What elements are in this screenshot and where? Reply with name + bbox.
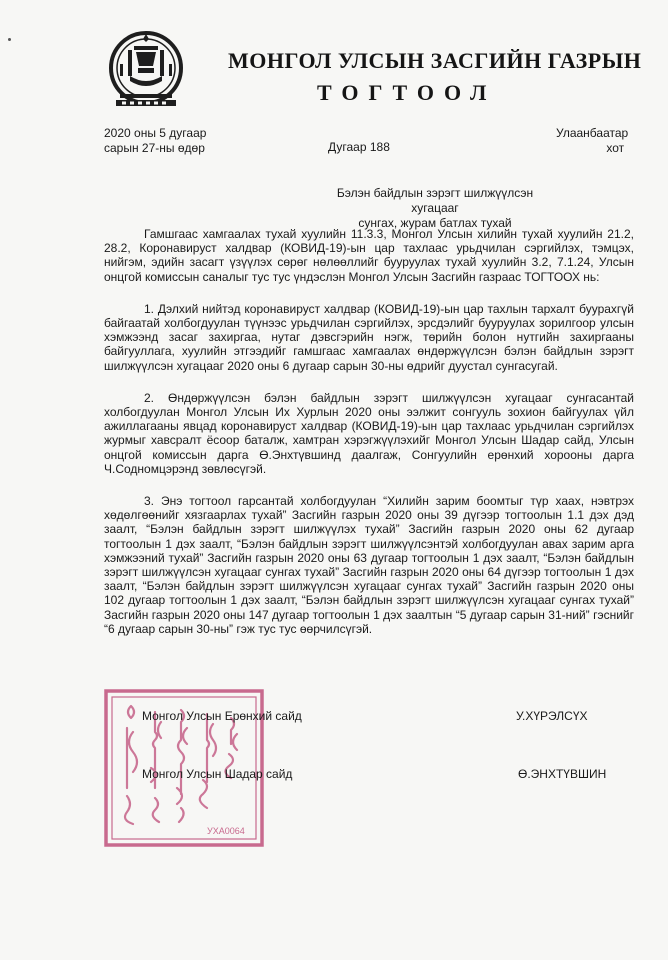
deputy-prime-minister-name: Ө.ЭНХТҮВШИН bbox=[518, 767, 607, 781]
scan-speck bbox=[8, 38, 11, 41]
subject-line1: Бэлэн байдлын зэрэгт шилжүүлсэн хугацааг bbox=[336, 186, 534, 215]
issue-place-line1: Улаанбаатар bbox=[556, 126, 629, 140]
body-clause-3: 3. Энэ тогтоол гарсантай холбогдуулан “Хилийн зарим боомтыг түр хаах, нэвтрэх хөдөлгөөнийг хязгаарлах тухай” Засгийн газрын 2020 оны 39 дүгээр тогтоолын 1.1 дэх дэд заалт, “Бэлэн байдлын зэрэгт шилжүүлэх тухай” Засгийн газрын 2020 оны 62 дугаар тогтоолын 1 дэх заалт, “Бэлэн байдлын зэрэгт шилжүүлсэнтэй холбогдуулан авах зарим арга хэмжээний тухай” Засгийн газрын 2020 оны 63 дугаар тогтоолын 1 дэх заалт, “Бэлэн байдлын зэрэгт шилжүүлсэн хугацааг сунгах тухай” Засгийн газрын 2020 оны 64 дүгээр тогтоолын 1 дэх заалт, “Бэлэн байдлын зэрэгт шилжүүлсэн хугацааг сунгах тухай” Засгийн газрын 2020 оны 102 дугаар тогтоолын 1 дэх заалт, “Бэлэн байдлын зэрэгт шилжүүлсэн хугацааг сунгах тухай” Засгийн газрын 2020 оны 147 дугаар тогтоолын 1 дэх заалтын “5 дугаар сарын 31-ний” гэснийг “6 дугаар сарын 30-ны” гэж тус тус өөрчилсүгэй. bbox=[104, 494, 634, 636]
stamp-code: УХА0064 bbox=[207, 826, 245, 836]
issue-place bbox=[556, 126, 628, 156]
issue-date bbox=[104, 126, 206, 156]
prime-minister-title: Монгол Улсын Ерөнхий сайд bbox=[142, 709, 302, 723]
body-intro-paragraph: Гамшгаас хамгаалах тухай хуулийн 11.3.3, Монгол Улсын хилийн тухай хуулийн 21.2, 28.2, Коронавируст халдвар (КОВИД-19)-ын цар тахлаас урьдчилан сэргийлэх, тэмцэх, нийгэм, эдийн засагт үзүүлэх сөрөг нөлөөллийг бууруулах тухай хуулийн 3.2, 7.1.24, Улсын онцгой комиссын саналыг тус тус үндэслэн Монгол Улсын Засгийн газраас ТОГТООХ нь: bbox=[104, 227, 634, 284]
body-clause-2: 2. Өндөржүүлсэн бэлэн байдлын зэрэгт шилжүүлсэн хугацааг сунгасантай холбогдуулан Монгол Улсын Их Хурлын 2020 оны ээлжит сонгууль зохион байгуулах үйл ажиллагааны явцад коронавируст халдвар (КОВИД-19)-ын цар тахлаас урьдчилан сэргийлэх журмыг хавсралт ёсоор баталж, хамтран хэрэгжүүлэхийг Монгол Улсын Шадар сайд, Улсын онцгой комиссын дарга Ө.Энхтүвшинд даалгаж, Сонгуулийн ерөнхий хорооны дарга Ч.Содномцэрэнд зөвлөсүгэй. bbox=[104, 390, 634, 476]
resolution-number: Дугаар 188 bbox=[328, 140, 390, 154]
document-issuer-title: МОНГОЛ УЛСЫН ЗАСГИЙН ГАЗРЫН bbox=[228, 48, 642, 73]
issue-date-line2: сарын 27-ны өдөр bbox=[104, 141, 205, 155]
subject-line2: сунгах, журам батлах тухай bbox=[358, 216, 512, 230]
issue-date-line1: 2020 оны 5 дугаар bbox=[104, 126, 207, 140]
state-emblem-icon bbox=[108, 28, 184, 112]
deputy-prime-minister-title: Монгол Улсын Шадар сайд bbox=[142, 767, 293, 781]
resolution-body bbox=[104, 227, 634, 636]
prime-minister-name: У.ХҮРЭЛСҮХ bbox=[516, 709, 588, 723]
document-type-title: ТОГТООЛ bbox=[317, 80, 497, 105]
issue-place-line2: хот bbox=[606, 141, 625, 155]
resolution-subject bbox=[330, 186, 540, 231]
body-clause-1: 1. Дэлхий нийтэд коронавируст халдвар (КОВИД-19)-ын цар тахлын тархалт буурахгүй байгаатай холбогдуулан түүнээс урьдчилан сэргийлэх, эрсдэлийг бууруулах зорилгоор улсын хэмжээнд засаг захиргаа, нутаг дэвсгэрийн нэгж, төрийн болон нутгийн захиргааны байгууллага, хуулийн этгээдийг гамшгаас хамгаалах өндөржүүлсэн бэлэн байдлын зэрэгт шилжүүлсэн хугацааг 2020 оны 6 дугаар сарын 30-ны өдрийг дуустал сунгасугай. bbox=[104, 301, 634, 373]
